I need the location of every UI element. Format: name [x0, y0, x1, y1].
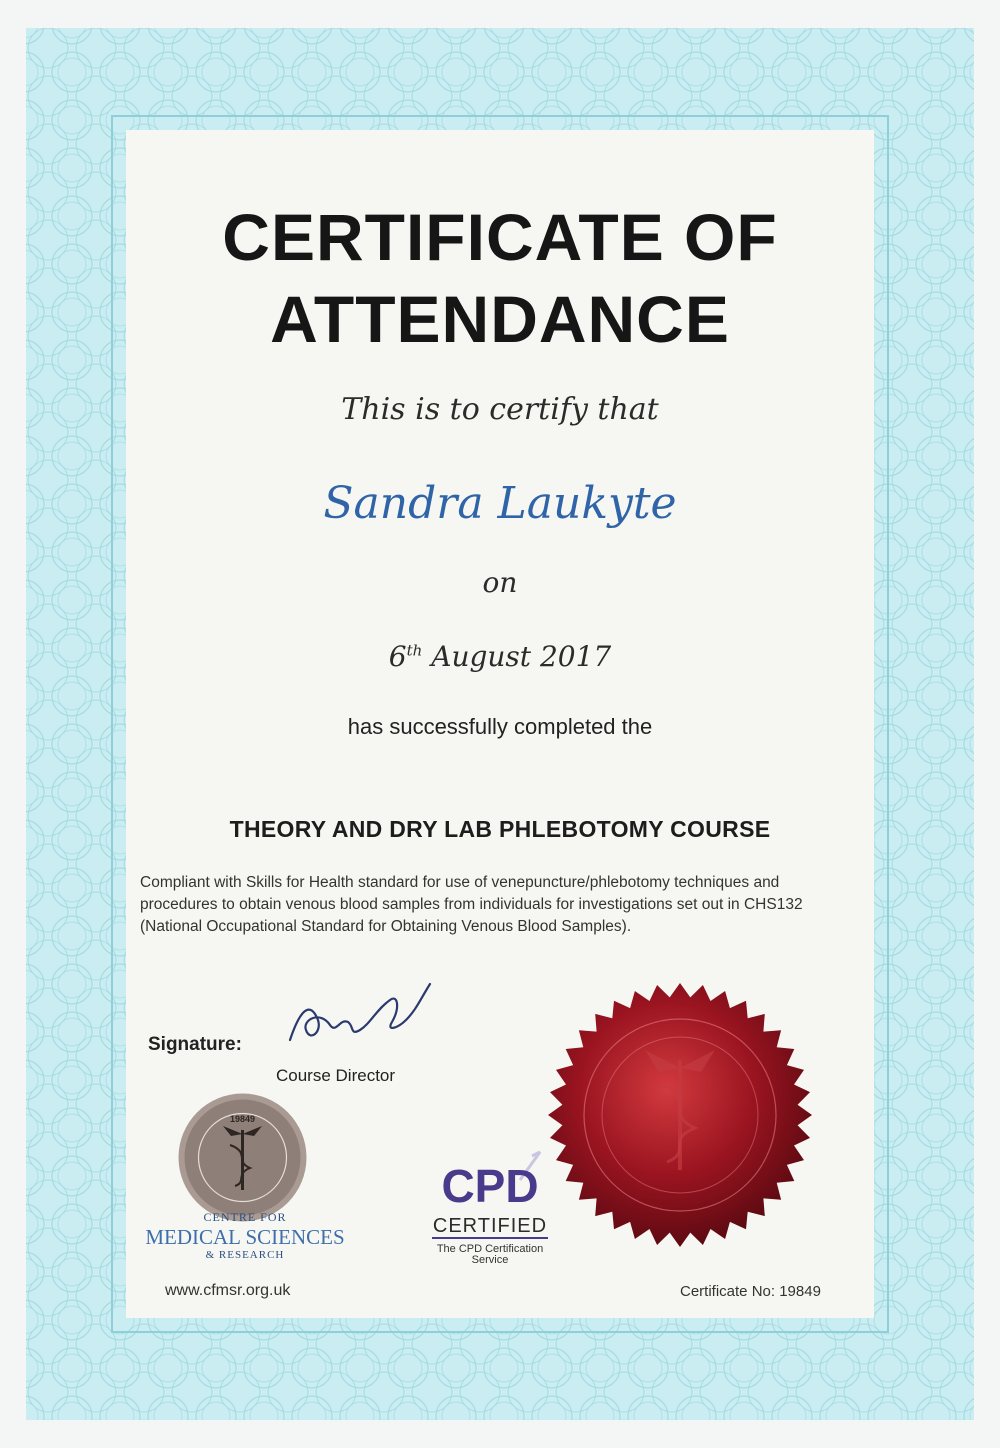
date-rest: August 2017: [431, 640, 612, 673]
cpd-service-line-2: Service: [471, 1254, 509, 1266]
cpd-certified-text: CERTIFIED: [432, 1215, 548, 1237]
on-text: on: [482, 566, 518, 599]
course-title: THEORY AND DRY LAB PHLEBOTOMY COURSE: [229, 816, 771, 842]
org-name-top: CENTRE FOR: [203, 1210, 287, 1224]
cpd-certified-logo: [420, 1150, 560, 1270]
course-description: Compliant with Skills for Health standard for use of venepuncture/phlebotomy techniques and procedures to obtain venous blood samples from individuals for investigations set out in CHS132 (National Occupational Standard for Obtaining Venous Blood Samples).: [140, 874, 803, 935]
seal-number: 19849: [229, 1114, 256, 1124]
date-day: 6: [388, 640, 407, 673]
signatory-role: Course Director: [276, 1066, 396, 1085]
certificate-number: Certificate No: 19849: [680, 1283, 821, 1300]
org-name-bottom: & RESEARCH: [205, 1249, 285, 1261]
title-line-2: ATTENDANCE: [270, 282, 730, 356]
certify-text: This is to certify that: [341, 392, 659, 427]
organization-logo: [140, 1210, 350, 1261]
completed-text: has successfully completed the: [347, 714, 653, 739]
certificate-title: [0, 196, 1000, 360]
completion-date: [0, 640, 1000, 673]
website-url: www.cfmsr.org.uk: [165, 1282, 291, 1299]
handwritten-signature: [280, 970, 450, 1060]
title-line-1: CERTIFICATE OF: [222, 200, 778, 274]
cpd-logo-text: CPD: [441, 1160, 539, 1212]
date-suffix: th: [406, 641, 423, 660]
cpd-service-line-1: The CPD Certification: [436, 1243, 544, 1255]
organization-seal: [175, 1090, 310, 1225]
recipient-name: Sandra Laukyte: [323, 478, 677, 529]
signature-label: Signature:: [148, 1034, 242, 1055]
red-foil-seal: [545, 980, 815, 1250]
org-name-main: MEDICAL SCIENCES: [145, 1225, 345, 1249]
